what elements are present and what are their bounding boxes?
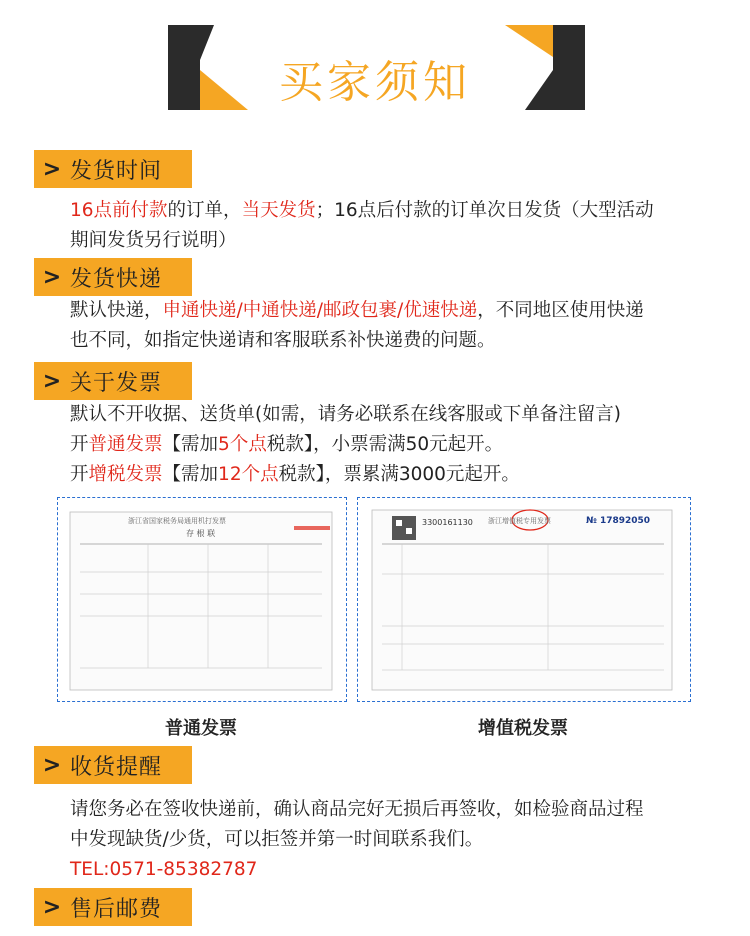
vat-number-text: № 17892050 bbox=[586, 516, 651, 526]
section-heading-receipt bbox=[34, 746, 192, 784]
vat-invoice-illustration bbox=[358, 498, 690, 701]
chevron-right-icon: > bbox=[42, 368, 62, 394]
body-text: 中发现缺货/少货，可以拒签并第一时间联系我们。 bbox=[70, 829, 484, 850]
body-text: 默认快递， bbox=[70, 300, 163, 321]
highlight-text: 当天发货 bbox=[241, 200, 316, 221]
header-banner bbox=[0, 0, 750, 130]
vat-invoice-caption: 增值税发票 bbox=[478, 718, 568, 739]
courier-text bbox=[70, 296, 720, 356]
highlight-text: 申通快递/中通快递/邮政包裹/优速快递 bbox=[162, 300, 478, 321]
section-title: 售后邮费 bbox=[70, 896, 163, 922]
section-heading-after-sales bbox=[34, 888, 192, 926]
chevron-right-icon: > bbox=[42, 264, 62, 290]
vat-code-text: 3300161130 bbox=[422, 518, 473, 527]
body-text: 请您务必在签收快递前，确认商品完好无损后再签收，如检验商品过程 bbox=[70, 799, 644, 820]
receipt-text bbox=[70, 795, 720, 885]
body-text: ，不同地区使用快递 bbox=[477, 300, 644, 321]
page-title: 买家须知 bbox=[279, 57, 471, 108]
invoice-header-text: 浙江省国家税务局通用机打发票 bbox=[128, 517, 226, 525]
normal-invoice-caption: 普通发票 bbox=[165, 718, 237, 739]
body-text: 税款】，票累满3000元起开。 bbox=[278, 464, 520, 485]
normal-invoice-image bbox=[57, 497, 347, 702]
highlight-text: 普通发票 bbox=[88, 434, 163, 455]
section-heading-invoice bbox=[34, 362, 192, 400]
invoice-text bbox=[70, 400, 720, 490]
section-heading-courier bbox=[34, 258, 192, 296]
body-text: 【需加 bbox=[162, 464, 219, 485]
phone-number: TEL:0571-85382787 bbox=[70, 859, 258, 880]
chevron-right-icon: > bbox=[42, 894, 62, 920]
shipping-time-text bbox=[70, 196, 720, 256]
body-text: 开 bbox=[70, 464, 89, 485]
body-text: ；16点后付款的订单次日发货（大型活动 bbox=[315, 200, 654, 221]
highlight-text: 12个点 bbox=[218, 464, 279, 485]
chevron-right-icon: > bbox=[42, 156, 62, 182]
body-text: 期间发货另行说明） bbox=[70, 230, 237, 251]
section-title: 收货提醒 bbox=[70, 754, 163, 780]
section-heading-shipping-time bbox=[34, 150, 192, 188]
invoice-stub-label: 存 根 联 bbox=[186, 529, 216, 538]
invoice-header-text: 浙江增值税专用发票 bbox=[488, 517, 551, 525]
section-title: 关于发票 bbox=[70, 370, 163, 396]
highlight-text: 5个点 bbox=[218, 434, 267, 455]
section-title: 发货快递 bbox=[70, 266, 163, 292]
chevron-right-icon: > bbox=[42, 752, 62, 778]
body-text: 也不同，如指定快递请和客服联系补快递费的问题。 bbox=[70, 330, 496, 351]
highlight-text: 16点前付款 bbox=[70, 200, 168, 221]
body-text: 【需加 bbox=[162, 434, 219, 455]
highlight-text: 增税发票 bbox=[88, 464, 163, 485]
body-text: 默认不开收据、送货单(如需，请务必联系在线客服或下单备注留言) bbox=[70, 404, 621, 425]
body-text: 开 bbox=[70, 434, 89, 455]
vat-invoice-image bbox=[357, 497, 691, 702]
section-title: 发货时间 bbox=[70, 158, 163, 184]
body-text: 的订单， bbox=[167, 200, 242, 221]
body-text: 税款】，小票需满50元起开。 bbox=[266, 434, 504, 455]
